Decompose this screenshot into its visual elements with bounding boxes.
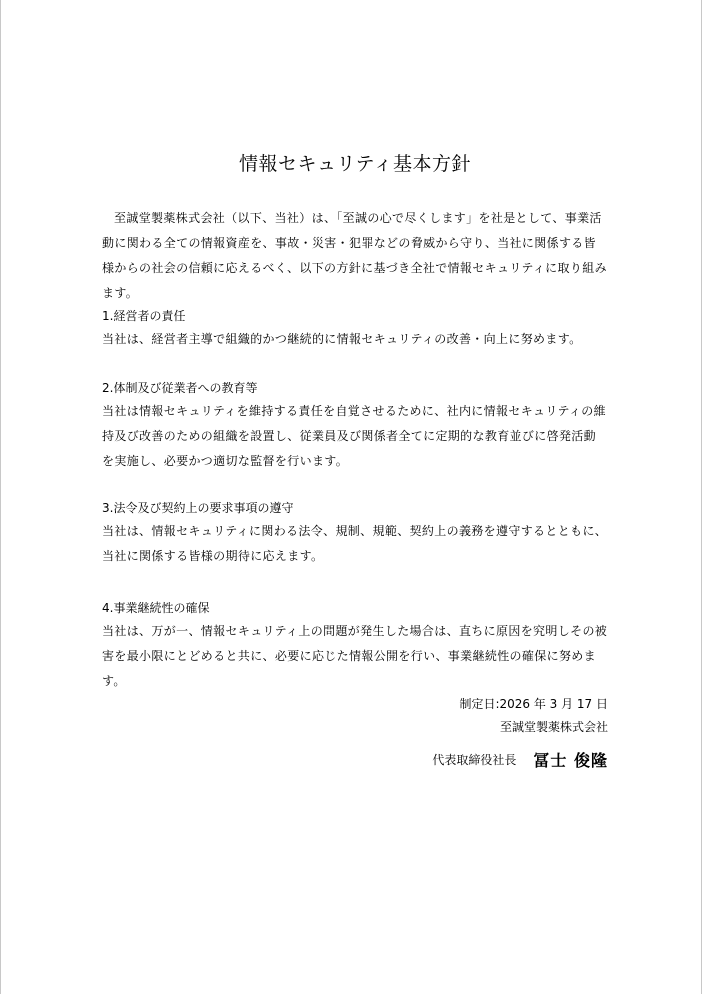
section-legal-compliance bbox=[102, 497, 608, 569]
section-body: 当社は情報セキュリティを維持する責任を自覚させるために、社内に情報セキュリティの維持及び改善のための組織を設置し、従業員及び関係者全てに定期的な教育並びに啓発活動を実施し、必要かつ適切な監督を行います。 bbox=[102, 404, 606, 468]
intro-paragraph: 至誠堂製薬株式会社（以下、当社）は、「至誠の心で尽くします」を社是として、事業活動に関わる全ての情報資産を、事故・災害・犯罪などの脅威から守り、当社に関係する皆様からの社会の信頼に応えるべく、以下の方針に基づき全社で情報セキュリティに取り組みます。 bbox=[102, 211, 607, 300]
enactment-date: 制定日:2026 年 3 月 17 日 bbox=[459, 697, 608, 711]
company-name: 至誠堂製薬株式会社 bbox=[499, 720, 608, 734]
section-business-continuity bbox=[102, 597, 608, 694]
section-organization-education bbox=[102, 377, 608, 474]
section-heading: 1.経営者の責任 bbox=[102, 309, 186, 323]
section-management-responsibility bbox=[102, 305, 608, 352]
section-heading: 2.体制及び従業者への教育等 bbox=[102, 381, 258, 395]
signatory-name: 冨士 俊隆 bbox=[533, 751, 608, 770]
section-heading: 4.事業継続性の確保 bbox=[102, 601, 210, 615]
section-body: 当社は、経営者主導で組織的かつ継続的に情報セキュリティの改善・向上に努めます。 bbox=[102, 332, 582, 346]
section-heading: 3.法令及び契約上の要求事項の遵守 bbox=[102, 501, 294, 515]
signature-block bbox=[432, 748, 608, 771]
page-left-edge bbox=[0, 0, 1, 994]
section-body: 当社は、情報セキュリティに関わる法令、規制、規範、契約上の義務を遵守するとともに、当社に関係する皆様の期待に応えます。 bbox=[102, 524, 608, 563]
signatory-title: 代表取締役社長 bbox=[432, 753, 517, 767]
section-body: 当社は、万が一、情報セキュリティ上の問題が発生した場合は、直ちに原因を究明しその被害を最小限にとどめると共に、必要に応じた情報公開を行い、事業継続性の確保に努めます。 bbox=[102, 624, 608, 688]
document-title: 情報セキュリティ基本方針 bbox=[238, 153, 472, 175]
